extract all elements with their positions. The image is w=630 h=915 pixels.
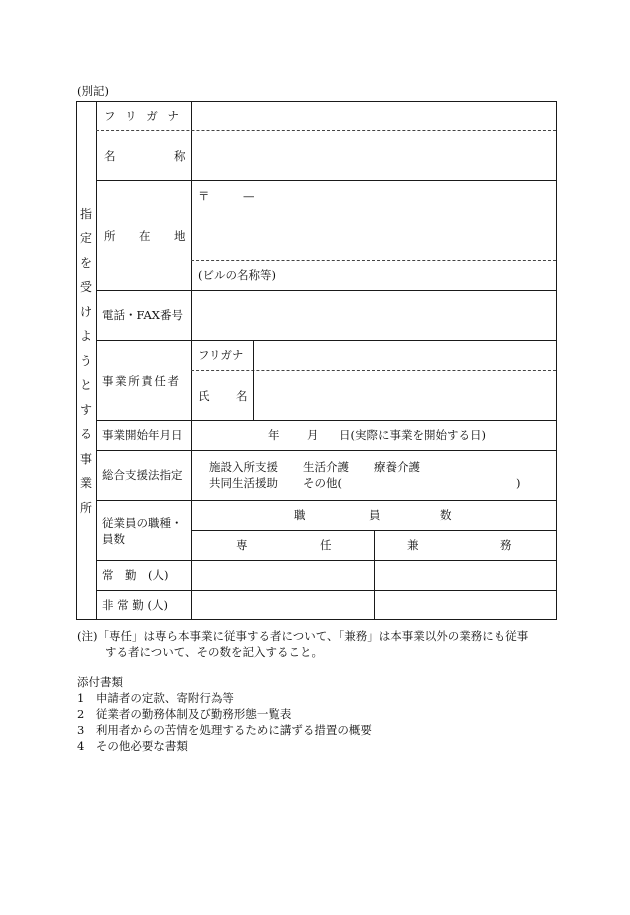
note-line1: (注)「専任」は専ら本事業に従事する者について、「兼務」は本事業以外の業務にも従事	[77, 629, 529, 643]
manager-label: 事業所責任者	[102, 374, 181, 388]
side-label-vertical	[76, 102, 96, 620]
address-label-3: 地	[174, 229, 186, 243]
attachment-item-3: 3 利用者からの苦情を処理するために講ずる措置の概要	[77, 723, 372, 737]
postal-mark-icon: 〒	[198, 189, 210, 203]
manager-name-label-left: 氏	[198, 389, 210, 403]
staff-label-line2: 員数	[102, 532, 125, 546]
address-label-2: 在	[139, 229, 151, 243]
furigana-label: フ リ ガ ナ	[104, 109, 182, 123]
postal-dash: —	[243, 189, 255, 203]
note-line2: する者について、その数を記入すること。	[105, 645, 324, 659]
name-label-right: 称	[174, 149, 186, 163]
attachment-item-1: 1 申請者の定款、寄附行為等	[77, 691, 234, 705]
side-label-char: よ	[79, 329, 92, 344]
manager-name-label-right: 名	[236, 389, 248, 403]
header-nin: 任	[320, 538, 332, 552]
option-other: その他(	[303, 476, 342, 490]
staff-label-line1: 従業員の職種・	[102, 516, 183, 530]
header-sen: 専	[236, 538, 248, 552]
header-shoku: 職	[294, 508, 306, 522]
attachment-item-4: 4 その他必要な書類	[77, 739, 188, 753]
attachment-item-2: 2 従業者の勤務体制及び勤務形態一覧表	[77, 707, 292, 721]
side-label-char: け	[79, 304, 92, 319]
side-label-char: 指	[79, 206, 92, 221]
building-name-label: (ビルの名称等)	[198, 268, 276, 282]
manager-furigana-label: フリガナ	[198, 348, 244, 362]
annex-label: (別記)	[77, 84, 109, 98]
side-label-char: と	[79, 378, 92, 393]
fulltime-label: 常 勤 (人)	[102, 568, 169, 582]
side-label-char: う	[79, 353, 92, 368]
option-shisetsu: 施設入所支援	[209, 460, 278, 474]
side-label-char: 業	[79, 476, 92, 491]
side-label-char: を	[79, 255, 92, 270]
parttime-label: 非 常 勤 (人)	[102, 598, 168, 612]
side-label-char: 定	[79, 231, 92, 246]
side-label-char: る	[79, 427, 92, 442]
header-in: 員	[369, 508, 381, 522]
start-month: 月	[307, 428, 319, 442]
start-date-label: 事業開始年月日	[102, 428, 183, 442]
option-seikatsu: 生活介護	[303, 460, 349, 474]
option-other-close: )	[516, 476, 521, 490]
side-label-char: 所	[79, 500, 92, 515]
attachments-title: 添付書類	[77, 675, 123, 689]
designation-label: 総合支援法指定	[102, 468, 183, 482]
header-su: 数	[440, 508, 452, 522]
address-label-1: 所	[104, 229, 116, 243]
side-label-char: 受	[79, 280, 92, 295]
header-mu: 務	[500, 538, 512, 552]
side-label-char: す	[79, 402, 92, 417]
name-label-left: 名	[104, 149, 116, 163]
header-ken: 兼	[407, 538, 419, 552]
side-label-char: 事	[79, 451, 92, 466]
start-year: 年	[268, 428, 280, 442]
option-kyodo: 共同生活援助	[209, 476, 278, 490]
phone-fax-label: 電話・FAX番号	[102, 308, 183, 322]
start-day: 日(実際に事業を開始する日)	[339, 428, 486, 442]
option-ryoyo: 療養介護	[374, 460, 420, 474]
